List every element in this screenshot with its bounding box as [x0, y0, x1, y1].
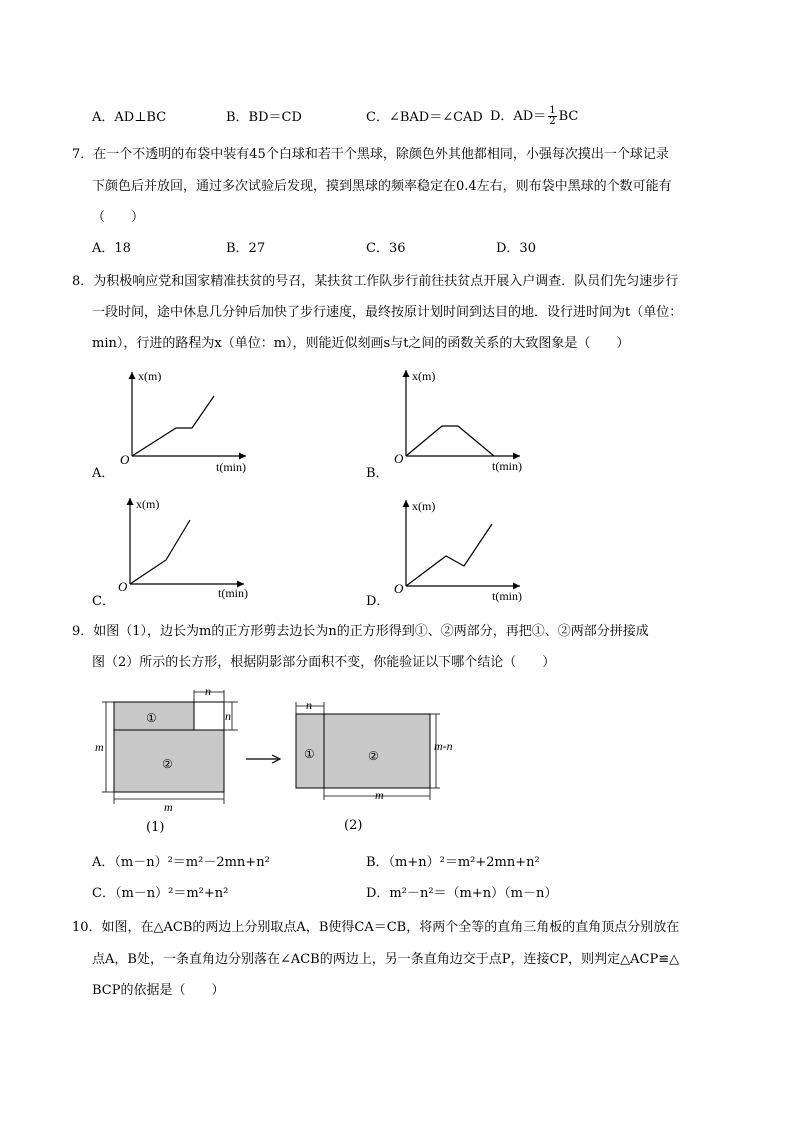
dim-m-left: m: [95, 740, 104, 754]
q9-option-b[interactable]: B．（m+n）²＝m²+2mn+n²: [366, 855, 540, 870]
q6-option-d[interactable]: [490, 100, 578, 134]
q8-text-line1: 8．为积极响应党和国家精准扶贫的号召，某扶贫工作队步行前往扶贫点开展入户调查．队员们先匀速步行: [72, 274, 679, 289]
fraction-half: $\frac{1}{2}$: [549, 105, 556, 127]
q9-option-a[interactable]: A．（m－n）²＝m²－2mn+n²: [92, 855, 270, 870]
q8-option-d-label[interactable]: D．: [366, 594, 390, 609]
x-axis-label: t(min): [492, 459, 522, 473]
dim-m-bottom: m: [164, 800, 173, 812]
graph-curve: [406, 524, 492, 586]
part1-label: ①: [146, 711, 157, 725]
graph-curve: [132, 396, 214, 456]
dim-m-bottom: m: [375, 788, 384, 802]
part2-label: ②: [162, 757, 173, 771]
q7-text-line3: （ ）: [92, 210, 145, 225]
arrow-right-icon: [244, 752, 284, 766]
y-axis-label: x(m): [412, 499, 436, 513]
q7-option-d[interactable]: D．30: [496, 241, 536, 256]
x-axis-label: t(min): [218, 586, 248, 600]
graph-curve: [130, 520, 190, 584]
y-axis-label: x(m): [412, 369, 436, 383]
q6-option-c[interactable]: C．∠BAD＝∠CAD: [366, 110, 483, 125]
q9-option-c[interactable]: C．（m－n）²＝m²+n²: [92, 886, 229, 901]
dim-n-top: n: [306, 698, 312, 712]
q9-text-line1: 9．如图（1），边长为m的正方形剪去边长为n的正方形得到①、②两部分，再把①、②两部分拼接成: [72, 624, 649, 639]
q7-text-line1: 7．在一个不透明的布袋中装有45个白球和若干个黑球，除颜色外其他都相同，小强每次摸出一个球记录: [72, 147, 669, 162]
origin-label: O: [120, 452, 130, 467]
q10-text-line2: 点A，B处，一条直角边分别落在∠ACB的两边上，另一条直角边交于点P，连接CP，则判定△ACP≌△: [92, 952, 680, 967]
part1-label: ①: [304, 747, 315, 761]
q6-option-a[interactable]: A．AD⊥BC: [92, 110, 167, 125]
dim-m-minus-n: m-n: [434, 739, 453, 753]
q9-text-line2: 图（2）所示的长方形，根据阴影部分面积不变，你能验证以下哪个结论（ ）: [92, 655, 556, 670]
q8-option-b-label[interactable]: B．: [366, 466, 389, 481]
q8-text-line3: min），行进的路程为x（单位：m），则能近似刻画s与t之间的函数关系的大致图象是（ ）: [92, 336, 630, 351]
q8-text-line2: 一段时间，途中休息几分钟后加快了步行速度，最终按原计划时间到达目的地．设行进时间为t（单位：: [92, 305, 683, 320]
q9-option-d[interactable]: D．m²－n²＝（m+n）（m－n）: [366, 886, 558, 901]
dim-n-top: n: [205, 684, 211, 698]
q6-option-d-prefix: D．AD＝: [490, 109, 547, 124]
q8-graph-b: [392, 366, 542, 473]
graph-curve: [406, 426, 494, 456]
q9-figure-1: [92, 682, 242, 812]
x-axis-label: t(min): [492, 589, 522, 603]
q7-text-line2: 下颜色后并放回，通过多次试验后发现，摸到黑球的频率稳定在0.4左右，则布袋中黑球的个数可能有: [92, 179, 672, 194]
origin-label: O: [394, 581, 404, 596]
q7-option-b[interactable]: B．27: [226, 241, 266, 256]
dim-n-right: n: [225, 709, 231, 723]
x-axis-label: t(min): [216, 460, 246, 473]
q8-option-c-label[interactable]: C．: [92, 594, 115, 609]
q8-graph-c: [116, 494, 266, 604]
fig1-caption: (1): [146, 820, 165, 835]
q7-option-a[interactable]: A．18: [92, 241, 131, 256]
q8-graph-a: [118, 368, 268, 473]
q10-text-line1: 10．如图，在△ACB的两边上分别取点A，B使得CA＝CB，将两个全等的直角三角板的直角顶点分别放在: [72, 920, 680, 935]
origin-label: O: [394, 451, 404, 466]
part2-label: ②: [368, 749, 379, 763]
y-axis-label: x(m): [136, 497, 160, 511]
origin-label: O: [118, 579, 128, 594]
y-axis-label: x(m): [138, 369, 162, 383]
q6-option-b[interactable]: B．BD＝CD: [226, 110, 302, 125]
q9-figure-2: [288, 698, 468, 804]
cut-square: [194, 702, 224, 730]
q8-graph-d: [392, 496, 542, 606]
q6-option-d-suffix: BC: [558, 109, 579, 124]
q10-text-line3: BCP的依据是（ ）: [92, 983, 225, 998]
q8-option-a-label[interactable]: A．: [92, 466, 115, 481]
q7-option-c[interactable]: C．36: [366, 241, 406, 256]
fig2-caption: (2): [344, 818, 363, 833]
